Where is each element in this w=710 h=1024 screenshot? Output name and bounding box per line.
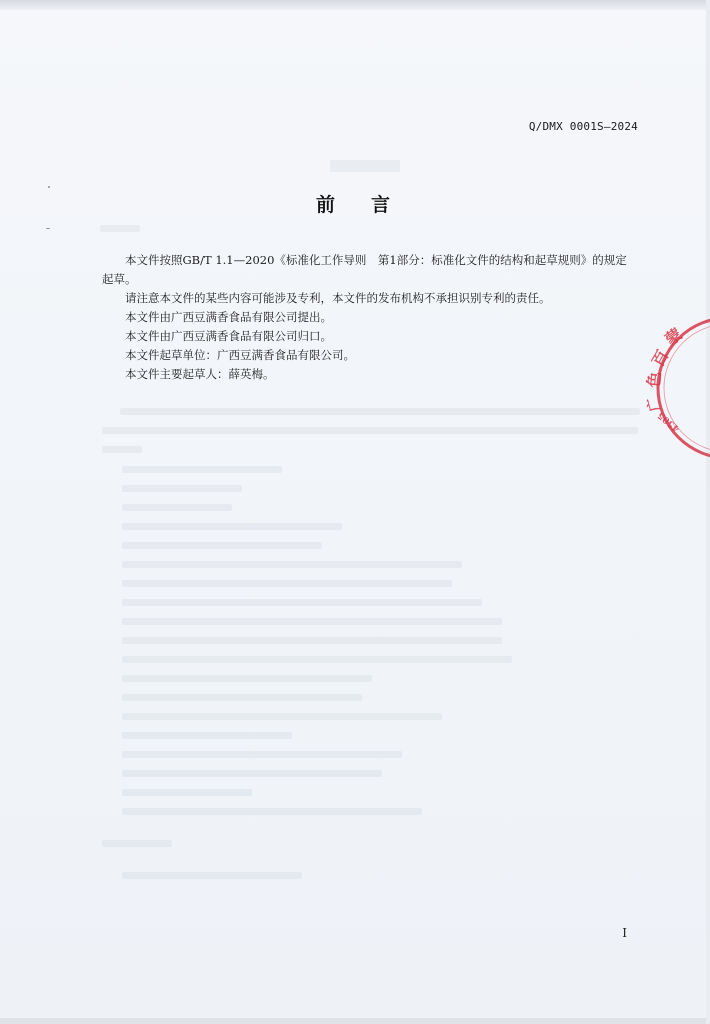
scan-bottom-edge <box>0 1018 706 1024</box>
show-through-mark <box>122 675 372 682</box>
show-through-mark <box>122 732 292 739</box>
show-through-mark <box>120 408 640 415</box>
foreword-paragraph: 本文件由广西豆满香食品有限公司归口。 <box>125 329 332 343</box>
svg-text:广: 广 <box>644 395 664 414</box>
show-through-mark <box>122 808 422 815</box>
seal-icon <box>644 310 710 460</box>
svg-text:色: 色 <box>644 370 665 389</box>
show-through-mark <box>330 160 400 172</box>
show-through-mark <box>122 751 402 758</box>
svg-text:百: 百 <box>648 346 673 370</box>
show-through-mark <box>102 446 142 453</box>
show-through-mark <box>100 225 140 232</box>
show-through-mark <box>122 466 282 473</box>
foreword-paragraph: 本文件起草单位：广西豆满香食品有限公司。 <box>125 348 355 362</box>
scan-speck <box>48 186 50 188</box>
svg-text:4505: 4505 <box>656 409 682 434</box>
show-through-mark <box>122 872 302 879</box>
document-code: Q/DMX 0001S—2024 <box>528 120 638 133</box>
show-through-mark <box>122 770 382 777</box>
scan-speck <box>46 228 50 229</box>
foreword-paragraph: 本文件由广西豆满香食品有限公司提出。 <box>125 310 332 324</box>
show-through-mark <box>122 523 342 530</box>
company-seal-stamp <box>644 310 710 460</box>
foreword-paragraph: 请注意本文件的某些内容可能涉及专利，本文件的发布机构不承担识别专利的责任。 <box>125 291 551 305</box>
show-through-mark <box>122 713 442 720</box>
show-through-mark <box>122 542 322 549</box>
foreword-paragraph: 本文件按照GB/T 1.1—2020《标准化工作导则 第1部分：标准化文件的结构和起草规则》的规定起草。 <box>102 253 627 286</box>
show-through-mark <box>122 618 502 625</box>
show-through-mark <box>122 561 462 568</box>
show-through-mark <box>122 504 232 511</box>
show-through-mark <box>122 637 502 644</box>
scan-top-edge <box>0 0 706 10</box>
page-number: I <box>622 926 627 940</box>
svg-text:蒙: 蒙 <box>661 324 686 350</box>
show-through-mark <box>122 789 252 796</box>
page-title: 前言 <box>315 194 426 216</box>
show-through-mark <box>122 656 512 663</box>
show-through-mark <box>122 599 482 606</box>
show-through-mark <box>102 427 638 434</box>
foreword-paragraph: 本文件主要起草人：薛英梅。 <box>125 367 275 381</box>
show-through-mark <box>102 840 172 847</box>
show-through-mark <box>122 580 452 587</box>
show-through-mark <box>122 694 362 701</box>
show-through-mark <box>122 485 242 492</box>
foreword-body <box>102 251 638 384</box>
